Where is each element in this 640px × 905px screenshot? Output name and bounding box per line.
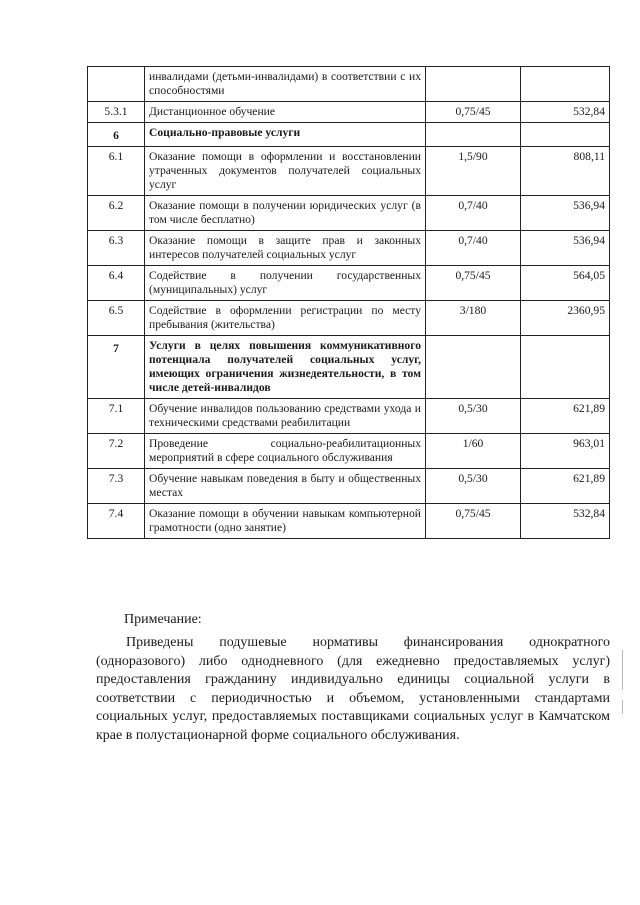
row-number: 7.4: [88, 504, 145, 539]
service-name: Оказание помощи в обучении навыкам компьютерной грамотности (одно занятие): [145, 504, 426, 539]
table-row: [88, 231, 610, 266]
table-row: [88, 196, 610, 231]
service-cost: 2360,95: [521, 301, 610, 336]
service-norm: 0,7/40: [426, 196, 521, 231]
table-row: [88, 504, 610, 539]
note-title: Примечание:: [124, 612, 202, 627]
row-number: 6.3: [88, 231, 145, 266]
service-cost: 564,05: [521, 266, 610, 301]
service-norm: 0,75/45: [426, 102, 521, 123]
table-row: [88, 301, 610, 336]
service-norm: [426, 336, 521, 399]
service-name: Содействие в оформлении регистрации по месту пребывания (жительства): [145, 301, 426, 336]
table-row: [88, 469, 610, 504]
row-number: [88, 67, 145, 102]
note-body: Приведены подушевые нормативы финансирования однократного (одноразового) либо однодневного (для ежедневно предоставляемых услуг) предоставления гражданину индивидуально единицы социальной услуги в соответствии с периодичностью и объемом, установленными стандартами социальных услуг, предоставляемых поставщиками социальных услуг в Камчатском крае в полустационарной форме социального обслуживания.: [96, 635, 610, 743]
row-number: 7: [88, 336, 145, 399]
service-name: Содействие в получении государственных (муниципальных) услуг: [145, 266, 426, 301]
service-name: Обучение навыкам поведения в быту и общественных местах: [145, 469, 426, 504]
service-name: Оказание помощи в получении юридических услуг (в том числе бесплатно): [145, 196, 426, 231]
service-cost: [521, 67, 610, 102]
section-row: [88, 336, 610, 399]
row-number: 7.1: [88, 399, 145, 434]
row-number: 6.2: [88, 196, 145, 231]
service-cost: 808,11: [521, 147, 610, 196]
service-cost: 536,94: [521, 196, 610, 231]
service-norm: 1,5/90: [426, 147, 521, 196]
table-row: [88, 147, 610, 196]
scan-artifact: [622, 650, 623, 690]
service-cost: 532,84: [521, 102, 610, 123]
service-norm: [426, 123, 521, 147]
table-row: [88, 102, 610, 123]
table-row: [88, 266, 610, 301]
service-norm: 0,5/30: [426, 399, 521, 434]
service-name: Обучение инвалидов пользованию средствами ухода и техническими средствами реабилитации: [145, 399, 426, 434]
service-name: Оказание помощи в защите прав и законных интересов получателей социальных услуг: [145, 231, 426, 266]
service-norm: 0,75/45: [426, 504, 521, 539]
row-number: 7.2: [88, 434, 145, 469]
service-norm: 1/60: [426, 434, 521, 469]
service-cost: [521, 123, 610, 147]
table-row: [88, 399, 610, 434]
service-cost: 532,84: [521, 504, 610, 539]
service-cost: 963,01: [521, 434, 610, 469]
service-norm: 0,7/40: [426, 231, 521, 266]
service-name: Оказание помощи в оформлении и восстановлении утраченных документов получателей социальных услуг: [145, 147, 426, 196]
service-cost: 536,94: [521, 231, 610, 266]
services-table: [87, 66, 610, 539]
table-row: [88, 434, 610, 469]
row-number: 6.1: [88, 147, 145, 196]
row-number: 6: [88, 123, 145, 147]
row-number: 6.4: [88, 266, 145, 301]
row-number: 6.5: [88, 301, 145, 336]
service-cost: [521, 336, 610, 399]
row-number: 7.3: [88, 469, 145, 504]
service-name: Проведение социально-реабилитационных мероприятий в сфере социального обслуживания: [145, 434, 426, 469]
scan-artifact: [622, 700, 623, 714]
row-number: 5.3.1: [88, 102, 145, 123]
service-norm: 3/180: [426, 301, 521, 336]
service-cost: 621,89: [521, 399, 610, 434]
service-norm: 0,5/30: [426, 469, 521, 504]
service-name: Дистанционное обучение: [145, 102, 426, 123]
service-cost: 621,89: [521, 469, 610, 504]
service-norm: [426, 67, 521, 102]
table-row: [88, 67, 610, 102]
service-norm: 0,75/45: [426, 266, 521, 301]
services-table-body: [88, 67, 610, 539]
section-row: [88, 123, 610, 147]
service-name: Услуги в целях повышения коммуникативного потенциала получателей социальных услуг, имеющих ограничения жизнедеятельности, в том числе детей-инвалидов: [145, 336, 426, 399]
service-name: Социально-правовые услуги: [145, 123, 426, 147]
service-name: инвалидами (детьми-инвалидами) в соответствии с их способностями: [145, 67, 426, 102]
